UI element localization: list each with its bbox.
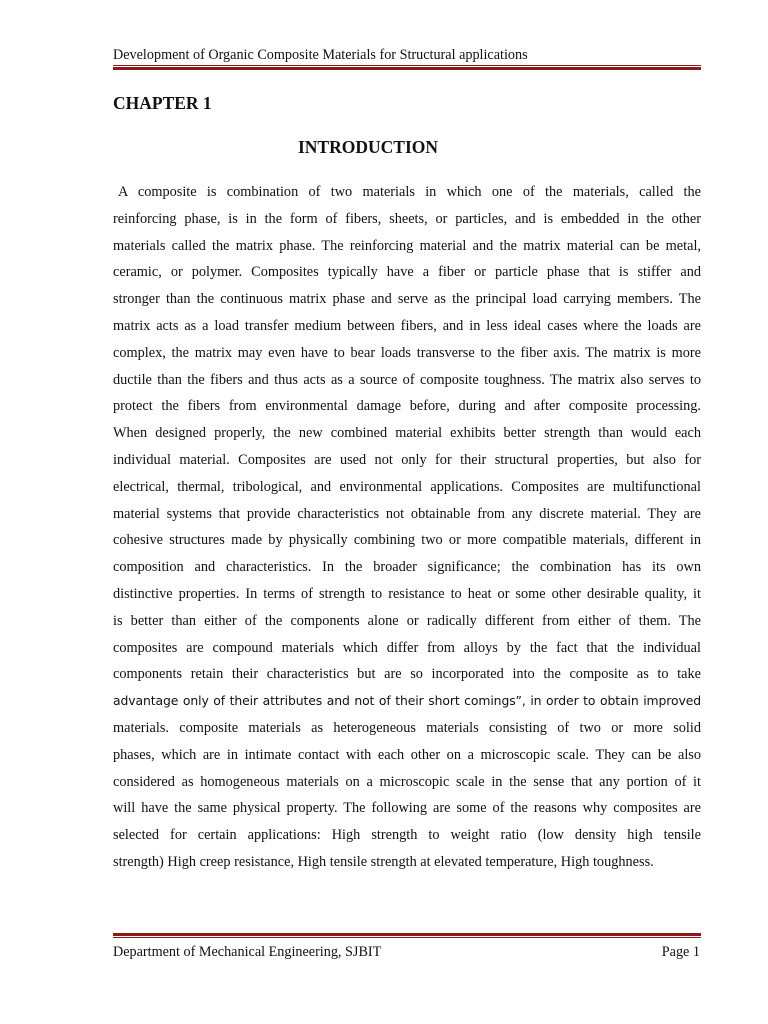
header-rule-thin-line xyxy=(113,65,701,66)
paragraph-line: stronger than the continuous matrix phase and serve as the principal load carrying members. The xyxy=(113,291,701,308)
paragraph-line: composition and characteristics. In the broader significance; the combination has its own xyxy=(113,559,701,576)
paragraph-line: matrix acts as a load transfer medium between fibers, and in less ideal cases where the loads are xyxy=(113,317,701,334)
paragraph-line: selected for certain applications: High strength to weight ratio (low density high tensile xyxy=(113,827,701,844)
paragraph-line: electrical, thermal, tribological, and environmental applications. Composites are multifunctional xyxy=(113,478,701,495)
paragraph-line: advantage only of their attributes and not of their short comings”, in order to obtain improved xyxy=(113,693,701,709)
paragraph-line: components retain their characteristics but are so incorporated into the composite as to take xyxy=(113,666,701,683)
paragraph-line: is better than either of the components alone or radically different from either of them. The xyxy=(113,612,701,629)
paragraph-line: individual material. Composites are used not only for their structural properties, but also for xyxy=(113,451,701,468)
paragraph-line: A composite is combination of two materials in which one of the materials, called the xyxy=(118,184,701,200)
paragraph-line: ductile than the fibers and thus acts as a source of composite toughness. The matrix also serves to xyxy=(113,371,701,388)
paragraph-line: cohesive structures made by physically combining two or more compatible materials, different in xyxy=(113,532,701,549)
paragraph-line: protect the fibers from environmental damage before, during and after composite processing. xyxy=(113,398,701,415)
footer-rule xyxy=(113,933,701,938)
header-rule xyxy=(113,65,701,70)
header-rule-thick-line xyxy=(113,67,701,70)
footer-rule-thin-line xyxy=(113,937,701,938)
paragraph-line: When designed properly, the new combined material exhibits better strength than would each xyxy=(113,425,701,442)
paragraph-line: will have the same physical property. The following are some of the reasons why composites are xyxy=(113,800,701,817)
section-title: INTRODUCTION xyxy=(297,137,439,157)
paragraph-line: materials. composite materials as heterogeneous materials consisting of two or more solid xyxy=(113,719,701,736)
paragraph-last-line: strength) High creep resistance, High tensile strength at elevated temperature, High toughness. xyxy=(113,853,654,870)
body-paragraph xyxy=(113,179,701,876)
paragraph-line: phases, which are in intimate contact with each other on a microscopic scale. They can be also xyxy=(113,746,701,763)
chapter-heading: CHAPTER 1 xyxy=(113,93,212,113)
paragraph-line: distinctive properties. In terms of strength to resistance to heat or some other desirable quality, it xyxy=(113,585,701,602)
paragraph-line: reinforcing phase, is in the form of fibers, sheets, or particles, and is embedded in the other xyxy=(113,210,701,227)
running-header-title: Development of Organic Composite Materials for Structural applications xyxy=(113,47,528,63)
paragraph-line: ceramic, or polymer. Composites typically have a fiber or particle phase that is stiffer and xyxy=(113,264,701,281)
footer-department: Department of Mechanical Engineering, SJBIT xyxy=(113,944,382,960)
paragraph-line: materials called the matrix phase. The reinforcing material and the matrix material can be metal, xyxy=(113,237,701,254)
footer-page-number: Page 1 xyxy=(661,944,700,960)
paragraph-line: material systems that provide characteristics not obtainable from any discrete material. They are xyxy=(113,505,701,522)
paragraph-line: complex, the matrix may even have to bear loads transverse to the fiber axis. The matrix is more xyxy=(113,344,701,361)
paragraph-line: considered as homogeneous materials on a microscopic scale in the sense that any portion of it xyxy=(113,773,701,790)
paragraph-line: composites are compound materials which differ from alloys by the fact that the individual xyxy=(113,639,701,656)
footer-rule-thick-line xyxy=(113,933,701,936)
